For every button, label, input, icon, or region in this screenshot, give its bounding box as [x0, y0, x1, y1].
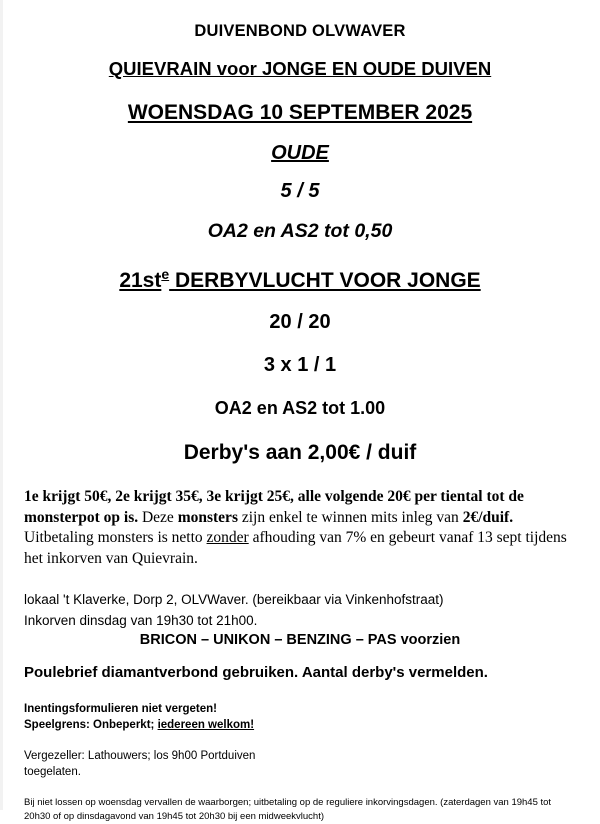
poulebrief-line: Poulebrief diamantverbond gebruiken. Aantal derby's vermelden.: [24, 663, 488, 681]
prize-line-4: tijdens het inkorven van Quievrain.: [24, 529, 567, 567]
old-birds-heading: OUDE: [271, 142, 329, 164]
old-birds-ratio: 5 / 5: [280, 180, 320, 202]
derby-heading-number: 21st: [119, 269, 162, 292]
vergezeller-line-2: toegelaten.: [24, 765, 81, 778]
vergezeller-block: [24, 748, 576, 781]
prize-paragraph: [24, 487, 576, 569]
prize-line-1: 1e krijgt 50€, 2e krijgt 35€, 3e krijgt 25€, alle volgende 20€ per tiental tot de: [24, 488, 524, 505]
old-birds-pool-line: OA2 en AS2 tot 0,50: [207, 220, 393, 242]
footnote-line-1: Bij niet lossen op woensdag vervallen de waarborgen; uitbetaling op de reguliere inkorvingsdagen. (zaterdagen van 19h45 tot: [24, 797, 552, 809]
prize-line-2-bold-mid: monsters: [177, 508, 238, 526]
venue-line-1: lokaal 't Klaverke, Dorp 2, OLVWaver. (bereikbaar via Vinkenhofstraat): [24, 592, 444, 608]
notices-block: [24, 701, 576, 734]
prize-line-2-mid: Deze: [138, 508, 178, 526]
prize-line-3-underline: zonder: [206, 529, 249, 547]
derby-price-line: Derby's aan 2,00€ / duif: [183, 441, 417, 464]
derby-heading: [24, 266, 576, 293]
notice-line-1: Inentingsformulieren niet vergeten!: [24, 702, 217, 715]
prize-line-2-bold-end: 2€/duif.: [462, 508, 514, 526]
prize-line-3-end: afhouding van 7% en gebeurt vanaf 13 sept: [248, 529, 522, 547]
prize-line-2-after: zijn enkel te winnen mits inleg van: [237, 508, 463, 526]
young-birds-ratio: 20 / 20: [269, 311, 331, 333]
notice-line-2-prefix: Speelgrens: Onbeperkt;: [24, 719, 158, 732]
vergezeller-line-1: Vergezeller: Lathouwers; los 9h00 Portduiven: [24, 749, 256, 762]
derby-heading-main: DERBYVLUCHT VOOR JONGE: [174, 269, 481, 292]
venue-line-2: Inkorven dinsdag van 19h30 tot 21h00.: [24, 612, 258, 628]
young-birds-pool-line: OA2 en AS2 tot 1.00: [214, 398, 386, 418]
race-title: QUIEVRAIN voor JONGE EN OUDE DUIVEN: [108, 58, 492, 79]
organization-title: DUIVENBOND OLVWAVER: [194, 22, 406, 40]
prize-line-3-start: Uitbetaling monsters is netto: [24, 529, 207, 547]
footnote-line-2: 20h30 of op dinsdagavond van 19h45 tot 20h30 bij een midweekvlucht): [24, 810, 324, 822]
page-left-edge: [0, 0, 3, 810]
clock-brands-line: BRICON – UNIKON – BENZING – PAS voorzien: [139, 631, 461, 648]
notice-line-2-underline: iedereen welkom!: [157, 719, 255, 732]
derby-heading-superscript: e: [161, 266, 170, 282]
prize-line-2-bold-start: monsterpot op is.: [24, 508, 139, 526]
date-line: WOENSDAG 10 SEPTEMBER 2025: [127, 101, 473, 124]
young-birds-ratio-secondary: 3 x 1 / 1: [263, 354, 337, 376]
